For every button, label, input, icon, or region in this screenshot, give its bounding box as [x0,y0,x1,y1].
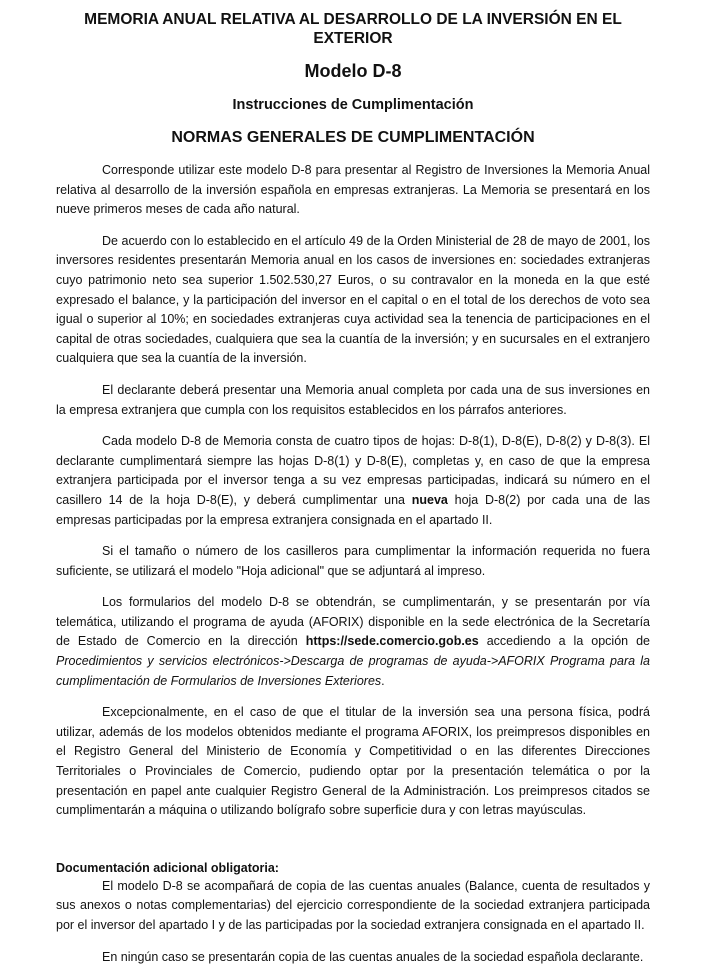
telematic-menu-path: Procedimientos y servicios electrónicos->Descarga de programas de ayuda->AFORIX Programa para la cumplimentación de Formularios de Inversiones Exteriores [56,654,650,688]
general-norms-heading: NORMAS GENERALES DE CUMPLIMENTACIÓN [171,129,535,146]
sheet-types-bold-new: nueva [411,492,448,507]
paragraph-additional-sheet: Si el tamaño o número de los casilleros para cumplimentar la información requerida no fuera suficiente, se utilizará el modelo "Hoja adicional" que se adjuntará al impreso. [56,544,650,578]
paragraph-purpose: Corresponde utilizar este modelo D-8 para presentar al Registro de Inversiones la Memoria Anual relativa al desarrollo de la inversión española en empresas extranjeras. La Memoria se presentará en los nueve primeros meses de cada año natural. [56,163,650,217]
telematic-text-a: Los formularios del modelo D-8 se obtendrán, se cumplimentarán, y se presentarán por vía telemática, utilizando el programa de ayuda (AFORIX) disponible en la sede electrónica de la Secretaría de Estado de Comercio en la dirección [56,595,650,649]
paragraph-annual-accounts: El modelo D-8 se acompañará de copia de las cuentas anuales (Balance, cuenta de resultados y sus anexos o notas complementarias) del ejercicio correspondiente de la sociedad extranjera participada por el inversor del apartado I y de las participadas por la sociedad extranjera consignada en el apartado II. [56,878,650,932]
document-title: MEMORIA ANUAL RELATIVA AL DESARROLLO DE LA INVERSIÓN EN EL EXTERIOR [84,11,622,47]
instructions-heading: Instrucciones de Cumplimentación [232,97,474,113]
paragraph-no-spanish-accounts: En ningún caso se presentarán copia de las cuentas anuales de la sociedad española declarante. [102,949,644,964]
sheet-types-text-a: Cada modelo D-8 de Memoria consta de cuatro tipos de hojas: D-8(1), D-8(E), D-8(2) y D-8(3). El declarante cumplimentará siempre las hojas D-8(1) y D-8(E), completas y, en caso de que la empresa extranjera participada por el inversor tenga a su vez empresas participadas, indicará su número en el casillero 14 de la hoja D-8(E), y deberá cumplimentar una [56,434,650,507]
paragraph-complete-memoria: El declarante deberá presentar una Memoria anual completa por cada una de sus inversiones en la empresa extranjera que cumpla con los requisitos establecidos en los párrafos anteriores. [56,382,650,417]
telematic-text-b: accediendo a la opción de [478,634,650,649]
paragraph-telematic [56,593,650,691]
sheet-types-text-b: hoja D-8(2) por cada una de las empresas participadas por la empresa extranjera consignada en el apartado II. [56,492,651,527]
paragraph-exception: Excepcionalmente, en el caso de que el titular de la inversión sea una persona física, podrá utilizar, además de los modelos obtenidos mediante el programa AFORIX, los preimpresos disponibles en el Registro General del Ministerio de Economía y Competitividad o en las diferentes Direcciones Territoriales o Provinciales de Comercio, pudiendo optar por la presentación telemática o por la presentación en papel ante cualquier Registro General de la Administración. Los preimpresos citados se cumplimentarán a máquina o utilizando bolígrafo sobre superficie dura y con letras mayúsculas. [56,705,650,818]
telematic-text-c: . [381,673,385,688]
paragraph-legal-basis: De acuerdo con lo establecido en el artículo 49 de la Orden Ministerial de 28 de mayo de 2001, los inversores residentes presentarán Memoria anual en los casos de inversiones en: sociedades extranjeras cuyo patrimonio neto sea superior 1.502.530,27 Euros, o su contravalor en la moneda en la que esté expresado el balance, y la participación del inversor en el capital o en el total de los derechos de voto sea igual o superior al 10%; en sociedades extranjeras cuya actividad sea la tenencia de participaciones en el capital de otras sociedades, cualquiera que sea la cuantía de la inversión; y en sucursales en el extranjero cualquiera que sea la cuantía de la inversión. [56,233,650,366]
additional-docs-heading: Documentación adicional obligatoria: [56,860,279,875]
model-title: Modelo D-8 [304,61,402,81]
paragraph-sheet-types [56,432,650,530]
sede-url-link: https://sede.comercio.gob.es [305,634,479,649]
